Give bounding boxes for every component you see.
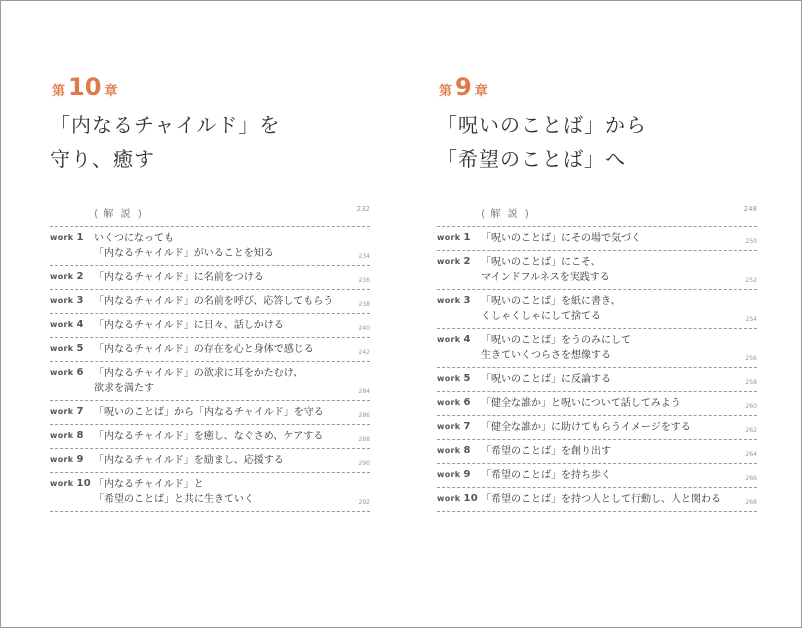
toc-row[interactable] <box>437 464 757 488</box>
chapter-heading <box>52 75 117 99</box>
work-word: work <box>437 257 461 266</box>
toc-row[interactable] <box>437 368 757 392</box>
work-number: 4 <box>76 319 84 330</box>
page-number: 288 <box>358 436 370 443</box>
work-title: 「希望のことば」を創り出す <box>481 446 611 457</box>
work-label <box>437 421 471 432</box>
commentary-label: 解 説 <box>103 209 133 220</box>
page-number: 232 <box>356 205 370 213</box>
work-label <box>437 493 478 504</box>
toc-row[interactable] <box>50 449 370 473</box>
work-word: work <box>437 233 461 242</box>
page-number: 292 <box>358 499 370 506</box>
work-word: work <box>50 296 74 305</box>
toc-row[interactable] <box>437 488 757 512</box>
work-title: 「呪いのことば」に反論する <box>481 374 611 385</box>
chapter-suffix: 章 <box>104 84 118 99</box>
bracket-open-icon: ( <box>94 207 99 220</box>
page-number: 254 <box>745 316 757 323</box>
work-label <box>50 232 84 243</box>
page-number: 266 <box>745 475 757 482</box>
toc-list <box>50 226 370 512</box>
bracket-close-icon: ) <box>137 207 142 220</box>
work-word: work <box>437 494 461 503</box>
chapter-title-line: 「希望のことば」へ <box>437 147 626 171</box>
work-number: 9 <box>463 469 471 480</box>
commentary-entry[interactable] <box>481 202 757 218</box>
page-number: 264 <box>745 451 757 458</box>
work-label <box>50 454 84 465</box>
page-number: 248 <box>743 205 757 213</box>
toc-row[interactable] <box>437 251 757 290</box>
work-label <box>437 295 471 306</box>
work-word: work <box>437 446 461 455</box>
work-title: 「希望のことば」を持ち歩く <box>481 470 611 481</box>
work-title: 「内なるチャイルド」の存在を心と身体で感じる <box>94 344 314 355</box>
work-number: 3 <box>76 295 84 306</box>
work-label <box>50 343 84 354</box>
work-word: work <box>437 422 461 431</box>
work-title: 「内なるチャイルド」を励まし、応援する <box>94 455 284 466</box>
chapter-prefix: 第 <box>52 84 66 99</box>
page-number: 250 <box>745 238 757 245</box>
toc-row[interactable] <box>437 392 757 416</box>
bracket-open-icon: ( <box>481 207 486 220</box>
toc-row[interactable] <box>50 227 370 266</box>
work-label <box>437 373 471 384</box>
work-number: 7 <box>463 421 471 432</box>
commentary-label: 解 説 <box>490 209 520 220</box>
work-label <box>50 406 84 417</box>
toc-row[interactable] <box>50 338 370 362</box>
commentary-entry[interactable] <box>94 202 370 218</box>
page-number: 242 <box>358 349 370 356</box>
chapter-heading <box>439 75 488 99</box>
chapter-suffix: 章 <box>474 84 488 99</box>
chapter-title-line: 守り、癒す <box>50 147 155 171</box>
work-number: 6 <box>76 367 84 378</box>
page-number: 238 <box>358 301 370 308</box>
work-word: work <box>437 398 461 407</box>
work-label <box>50 319 84 330</box>
work-title: 「呪いのことば」にこそ、 マインドフルネスを実践する <box>481 257 610 283</box>
work-label <box>437 445 471 456</box>
work-word: work <box>50 479 74 488</box>
work-word: work <box>50 272 74 281</box>
toc-row[interactable] <box>50 473 370 512</box>
work-number: 5 <box>463 373 471 384</box>
work-label <box>437 469 471 480</box>
work-word: work <box>50 431 74 440</box>
work-word: work <box>50 233 74 242</box>
toc-list <box>437 226 757 512</box>
work-label <box>437 232 471 243</box>
work-number: 8 <box>76 430 84 441</box>
chapter-title-line: 「内なるチャイルド」を <box>50 113 281 137</box>
toc-row[interactable] <box>437 416 757 440</box>
work-title: 「呪いのことば」から「内なるチャイルド」を守る <box>94 407 324 418</box>
page-number: 240 <box>358 325 370 332</box>
page-number: 262 <box>745 427 757 434</box>
work-title: 「内なるチャイルド」に名前をつける <box>94 272 264 283</box>
work-title: 「内なるチャイルド」の名前を呼び、応答してもらう <box>94 296 334 307</box>
work-word: work <box>50 320 74 329</box>
work-number: 4 <box>463 334 471 345</box>
work-number: 10 <box>463 493 478 504</box>
page-number: 286 <box>358 412 370 419</box>
toc-row[interactable] <box>50 314 370 338</box>
page-number: 258 <box>745 379 757 386</box>
toc-row[interactable] <box>437 227 757 251</box>
work-number: 1 <box>463 232 471 243</box>
work-number: 8 <box>463 445 471 456</box>
work-word: work <box>437 335 461 344</box>
work-number: 10 <box>76 478 91 489</box>
work-title: 「健全な誰か」に助けてもらうイメージをする <box>481 422 691 433</box>
work-title: 「呪いのことば」を紙に書き、 くしゃくしゃにして捨てる <box>481 296 621 322</box>
work-word: work <box>50 344 74 353</box>
work-title: 「健全な誰か」と呪いについて話してみよう <box>481 398 681 409</box>
page-number: 256 <box>745 355 757 362</box>
work-title: 「呪いのことば」にその場で気づく <box>481 233 641 244</box>
toc-row[interactable] <box>437 290 757 329</box>
chapter-number: 9 <box>455 73 472 101</box>
toc-row[interactable] <box>50 266 370 290</box>
work-label <box>50 478 91 489</box>
toc-row[interactable] <box>50 290 370 314</box>
page-number: 268 <box>745 499 757 506</box>
work-label <box>50 430 84 441</box>
work-label <box>50 367 84 378</box>
page-number: 284 <box>358 388 370 395</box>
chapter-prefix: 第 <box>439 84 453 99</box>
work-label <box>437 397 471 408</box>
work-word: work <box>437 296 461 305</box>
page-number: 290 <box>358 460 370 467</box>
work-title: 「呪いのことば」をうのみにして 生きていくつらさを想像する <box>481 335 631 361</box>
work-number: 7 <box>76 406 84 417</box>
work-title: 「内なるチャイルド」に日々、話しかける <box>94 320 284 331</box>
work-label <box>50 295 84 306</box>
page-number: 234 <box>358 253 370 260</box>
work-label <box>50 271 84 282</box>
work-number: 2 <box>76 271 84 282</box>
toc-row[interactable] <box>50 362 370 401</box>
chapter-number: 10 <box>68 73 102 101</box>
work-title: 「内なるチャイルド」の欲求に耳をかたむけ、 欲求を満たす <box>94 368 304 394</box>
work-title: 「内なるチャイルド」と 「希望のことば」と共に生きていく <box>94 479 254 505</box>
bracket-close-icon: ) <box>524 207 529 220</box>
toc-row[interactable] <box>437 440 757 464</box>
work-number: 2 <box>463 256 471 267</box>
chapter-title <box>50 108 280 176</box>
work-title: いくつになっても 「内なるチャイルド」がいることを知る <box>94 233 274 259</box>
work-number: 9 <box>76 454 84 465</box>
toc-row[interactable] <box>50 425 370 449</box>
work-title: 「希望のことば」を持つ人として行動し、人と関わる <box>481 494 721 505</box>
page-number: 260 <box>745 403 757 410</box>
work-word: work <box>50 368 74 377</box>
page-number: 236 <box>358 277 370 284</box>
chapter-title-line: 「呪いのことば」から <box>437 113 647 137</box>
work-label <box>437 334 471 345</box>
work-word: work <box>50 455 74 464</box>
work-number: 1 <box>76 232 84 243</box>
page-number: 252 <box>745 277 757 284</box>
work-word: work <box>437 470 461 479</box>
toc-row[interactable] <box>50 401 370 425</box>
work-title: 「内なるチャイルド」を癒し、なぐさめ、ケアする <box>94 431 324 442</box>
work-word: work <box>437 374 461 383</box>
work-number: 6 <box>463 397 471 408</box>
toc-row[interactable] <box>437 329 757 368</box>
work-number: 5 <box>76 343 84 354</box>
work-number: 3 <box>463 295 471 306</box>
chapter-title <box>437 108 647 176</box>
work-label <box>437 256 471 267</box>
work-word: work <box>50 407 74 416</box>
